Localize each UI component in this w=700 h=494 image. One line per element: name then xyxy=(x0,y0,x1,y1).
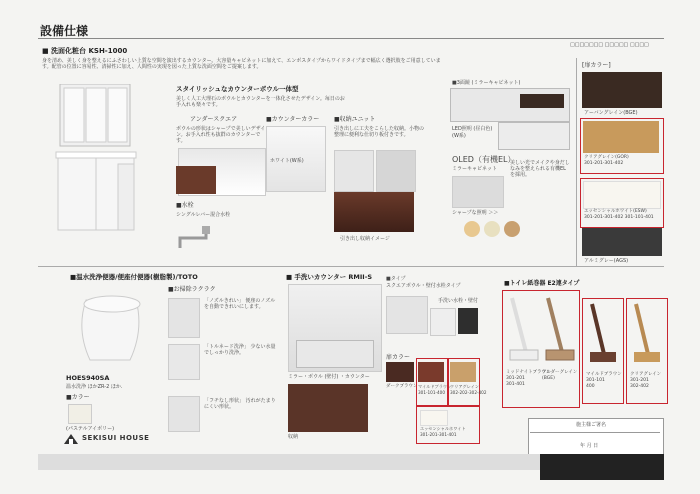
oled-light-photo xyxy=(452,176,504,208)
paper-holder-2 xyxy=(542,294,576,368)
mirror-sub: LED照明 (昼白色) xyxy=(452,126,493,132)
door-color-dark xyxy=(386,362,414,382)
header-rule xyxy=(38,38,664,39)
oled-caption: シャープな照明 ＞＞ xyxy=(452,210,499,216)
toilet-feature-photo-2 xyxy=(168,344,200,380)
paper-holder-3 xyxy=(586,300,620,370)
vanity-description: 身を清め、美しく身を整えるにふさわしい上質な空間を演出するカウンター。大容量キャビネットに加えて、エンボスタイプからワイドタイプまで幅広く選択肢をご用意しています。配管の位置に容易性、清掃性に加え、人間性の実現を図った上質な洗面空間をご提案します。 xyxy=(42,58,441,70)
color-swatch-white xyxy=(583,181,661,209)
door-color-mild-name: マイルドブラウン 301-101-400 xyxy=(418,384,452,395)
date-label: 年 月 日 xyxy=(580,443,599,449)
paper-holder-name-4: クリアグレイン 301-201 302-402 xyxy=(630,372,662,389)
paper-holder-1 xyxy=(506,294,540,368)
oled-title: OLED（有機EL） xyxy=(452,155,516,164)
storage-photo-2 xyxy=(376,150,416,192)
door-color-mild xyxy=(418,362,444,382)
toilet-features-label: ■お掃除ラクラク xyxy=(168,286,216,293)
vanity-cabinet-image xyxy=(52,84,140,234)
color-swatch-clear xyxy=(583,121,659,153)
signature-line xyxy=(530,432,660,433)
handwash-faucet-2 xyxy=(458,308,478,334)
door-color-label: 扉カラー xyxy=(386,354,411,361)
handwash-type-label: ■タイプ xyxy=(386,276,406,282)
handwash-type-photo xyxy=(386,296,428,334)
door-color-clear xyxy=(450,362,476,382)
colors-heading: [扉カラー] xyxy=(582,62,611,69)
storage-label: ■収納ユニット xyxy=(334,116,376,123)
handwash-cabinet xyxy=(296,340,374,368)
toilet-heading: ■温水洗浄便器/便座付便器(樹脂製)/TOTO xyxy=(70,273,198,281)
page-title: 設備仕様 xyxy=(40,24,89,38)
drawer-caption: 引き出し収納イメージ xyxy=(340,236,390,242)
bowl-photo-2 xyxy=(176,166,216,194)
color-name-clear: クリアグレイン(GOR) 301-201-301-402 xyxy=(584,155,629,166)
faucet-desc: シングルレバー混合水栓 xyxy=(176,212,231,218)
handwash-faucet: 手洗い水栓・壁付 xyxy=(438,298,479,304)
toilet-color-label: ■カラー xyxy=(66,394,90,401)
toilet-feature-photo-3 xyxy=(168,396,200,432)
oled-desc: 美しい光でメイクや身だしなみを整えられる有機ELを採用。 xyxy=(510,160,570,178)
counter-title: スタイリッシュなカウンターボウル一体型 xyxy=(176,85,299,93)
mirror-label: ■3面鏡 (ミラーキャビネット) xyxy=(452,80,521,86)
mirror-sub2: (W系) xyxy=(452,133,466,139)
door-color-white xyxy=(420,410,448,426)
handwash-faucet-photo xyxy=(430,308,456,336)
top-right-text: □□□□□□□ □□□□□ □□□□ xyxy=(570,42,649,48)
footer-dark-bar xyxy=(540,454,664,480)
oled-lamps xyxy=(462,218,522,240)
color-name-white: エッセンシャルホワイト(ESW) 301-201-301-402 301-101-401 xyxy=(584,209,654,220)
sekisui-logo-icon xyxy=(64,434,78,444)
faucet-image xyxy=(176,222,216,252)
toilet-feature-1: 「ノズルきれい」 便座のノズルを自動できれいにします。 xyxy=(204,298,276,310)
section-divider xyxy=(38,266,664,267)
door-color-white-name: エッセンシャルホワイト 301-201-301-401 xyxy=(420,426,466,437)
color-swatch-grey xyxy=(582,228,662,256)
toilet-model-desc: 温水洗浄 ほかZR-2 ほか. xyxy=(66,384,123,390)
under-square-desc: ボウルの形状はシャープで美しいデザイン。お手入れ性も抜群のカウンターです。 xyxy=(176,126,266,144)
toilet-model: HOES940SA xyxy=(66,374,110,382)
toilet-color-swatch xyxy=(68,404,92,424)
door-color-clear-name: クリアグレイン 302-202-302-402 xyxy=(450,384,487,395)
toilet-feature-photo-1 xyxy=(168,298,200,338)
mirror-shelf xyxy=(520,94,564,108)
color-name-urban: アーバングレイン(BGE) xyxy=(584,110,638,116)
color-swatch-urban xyxy=(582,72,662,108)
toilet-feature-2: 「トルネード洗浄」 少ない水量でしっかり洗浄。 xyxy=(204,344,276,356)
handwash-caption-2: 収納 xyxy=(288,434,299,440)
storage-photo-1 xyxy=(334,150,374,192)
toilet-feature-3: 「フチなし形状」 汚れがたまりにくい形状。 xyxy=(204,398,276,410)
oled-sub: ミラーキャビネット xyxy=(452,166,498,172)
door-color-dark-name: ダークブラウン xyxy=(386,384,418,389)
counter-color-label: ■カウンターカラー xyxy=(266,116,320,123)
under-square-label: アンダースクエア xyxy=(190,116,238,123)
handwash-heading: ■ 手洗いカウンター RMII-S xyxy=(286,273,373,281)
signature-label: 施主様ご署名 xyxy=(576,422,607,428)
paper-holder-name-1: ミッドナイトブラウン 301-201 301-401 xyxy=(506,370,551,387)
toilet-image xyxy=(66,290,156,370)
handwash-storage-photo xyxy=(288,384,368,432)
paper-holder-name-2: アルダーグレイン (BGE) xyxy=(542,370,578,381)
toilet-color-value: (パステルアイボリー) xyxy=(66,426,115,432)
mirror-photo-2 xyxy=(498,122,570,150)
handwash-caption-1: ミラー・ボウル (壁付) ・カウンター xyxy=(288,374,370,380)
handwash-type-desc: スクエアボウル・壁付水栓タイプ xyxy=(386,283,461,289)
drawer-photo xyxy=(334,192,414,232)
paper-holder-4 xyxy=(630,300,664,370)
counter-description: 美しく人工大理石のボウルとカウンターを一体化させたデザイン。毎日のお手入れも楽々です。 xyxy=(176,96,345,108)
paper-holder-name-3: マイルドブラウン 301-101 400 xyxy=(586,372,622,389)
color-name-grey: アルミグレー(AGS) xyxy=(584,258,629,264)
faucet-label: ■水栓 xyxy=(176,202,194,209)
counter-color-value: ホワイト(W系) xyxy=(270,158,304,164)
storage-desc: 引き出しに工夫をこらした収納。小物の整理に便利な仕切り板付きです。 xyxy=(334,126,425,138)
paper-holder-heading: ■トイレ紙巻器 E2連タイプ xyxy=(504,280,580,287)
footer-logo: SEKISUI HOUSE xyxy=(82,434,150,442)
vanity-heading: ■ 洗面化粧台 KSH-1000 xyxy=(42,47,128,55)
